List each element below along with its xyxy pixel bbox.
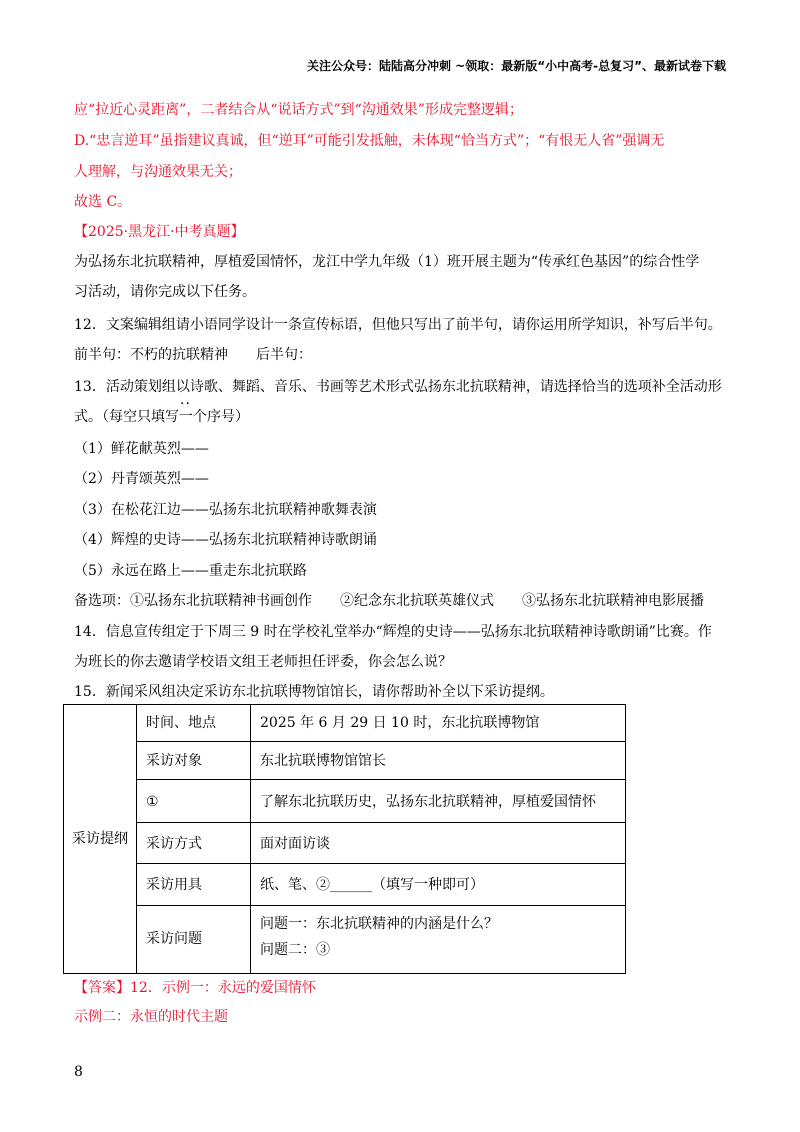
table-row-label: 采访方式 bbox=[146, 836, 202, 852]
table-divider bbox=[136, 822, 625, 823]
table-row-value: 2025 年 6 月 29 日 10 时，东北抗联博物馆 bbox=[260, 715, 540, 731]
page-header: 关注公众号：陆陆高分冲刺 ~领取：最新版“小中高考-总复习”、最新试卷下载 bbox=[307, 59, 726, 73]
table-divider bbox=[136, 705, 137, 973]
question-14-line-2: 为班长的你去邀请学校语文组王老师担任评委，你会怎么说？ bbox=[74, 654, 452, 670]
question-15-line-1: 15．新闻采风组决定采访东北抗联博物馆馆长，请你帮助补全以下采访提纲。 bbox=[74, 684, 554, 700]
intro-line-2: 习活动，请你完成以下任务。 bbox=[74, 284, 256, 300]
question-13-line-1: 13．活动策划组以诗歌、舞蹈、音乐、书画等艺术形式弘扬东北抗联精神，请选择恰当的选项补全活动形 bbox=[74, 379, 722, 395]
analysis-line-3: 人理解，与沟通效果无关； bbox=[74, 164, 242, 180]
analysis-line-4: 故选 C。 bbox=[74, 194, 132, 210]
question-13-instruction-a: 式。（每空只填写 bbox=[74, 409, 179, 425]
table-row-value: 了解东北抗联历史，弘扬东北抗联精神，厚植爱国情怀 bbox=[260, 794, 596, 810]
table-divider bbox=[136, 863, 625, 864]
answer-line-1 bbox=[74, 978, 729, 998]
source-tag: 【2025·黑龙江·中考真题】 bbox=[74, 224, 245, 240]
question-14-line-1: 14．信息宣传组定于下周三 9 时在学校礼堂举办“辉煌的史诗——弘扬东北抗联精神诗歌朗诵”比赛。作 bbox=[74, 624, 712, 640]
question-13-instruction-b: 序号） bbox=[207, 409, 249, 425]
table-row-value: 面对面访谈 bbox=[260, 836, 330, 852]
activity-item-4: （4）辉煌的史诗——弘扬东北抗联精神诗歌朗诵 bbox=[74, 532, 377, 548]
table-divider bbox=[250, 705, 251, 973]
table-row-label: 采访对象 bbox=[146, 753, 202, 769]
table-row-value: 东北抗联博物馆馆长 bbox=[260, 753, 386, 769]
table-row-label: 时间、地点 bbox=[146, 715, 216, 731]
question-13-line-2 bbox=[74, 407, 729, 427]
table-divider bbox=[136, 779, 625, 780]
interview-outline-table bbox=[63, 704, 626, 974]
answer-text-1: 12．示例一：永远的爱国情怀 bbox=[130, 980, 316, 996]
analysis-line-1: 应“拉近心灵距离”，二者结合从“说话方式”到“沟通效果”形成完整逻辑； bbox=[74, 102, 523, 118]
table-row-value: 问题一：东北抗联精神的内涵是什么？ bbox=[260, 916, 498, 932]
table-row-value: 纸、笔、②______（填写一种即可） bbox=[260, 877, 484, 893]
option-list: 备选项：①弘扬东北抗联精神书画创作 ②纪念东北抗联英雄仪式 ③弘扬东北抗联精神电影展播 bbox=[74, 593, 704, 609]
table-divider bbox=[136, 741, 625, 742]
intro-line-1: 为弘扬东北抗联精神，厚植爱国情怀，龙江中学九年级（1）班开展主题为“传承红色基因”的综合性学 bbox=[74, 254, 700, 270]
answer-line-2: 示例二：永恒的时代主题 bbox=[74, 1009, 228, 1025]
table-row-label: 采访用具 bbox=[146, 877, 202, 893]
emphasis-mark-text: ·· 一个 bbox=[179, 407, 207, 427]
activity-item-5: （5）永远在路上——重走东北抗联路 bbox=[74, 563, 307, 579]
question-12-line-2: 前半句：不朽的抗联精神 后半句： bbox=[74, 347, 312, 363]
page-number: 8 bbox=[74, 1064, 83, 1080]
table-row-label: ① bbox=[146, 794, 159, 810]
table-divider bbox=[136, 905, 625, 906]
table-group-label: 采访提纲 bbox=[72, 831, 128, 847]
activity-item-1: （1）鲜花献英烈—— bbox=[74, 441, 209, 457]
answer-tag: 【答案】 bbox=[74, 980, 130, 996]
table-row-label: 采访问题 bbox=[146, 931, 202, 947]
analysis-line-2: D.“忠言逆耳”虽指建议真诚，但“逆耳”可能引发抵触，未体现“恰当方式”；“有恨无人省”强调无 bbox=[74, 133, 665, 149]
activity-item-3: （3）在松花江边——弘扬东北抗联精神歌舞表演 bbox=[74, 502, 377, 518]
activity-item-2: （2）丹青颂英烈—— bbox=[74, 471, 209, 487]
table-row-value-2: 问题二：③ bbox=[260, 942, 330, 958]
question-12-line-1: 12．文案编辑组请小语同学设计一条宣传标语，但他只写出了前半句，请你运用所学知识，补写后半句。 bbox=[74, 317, 722, 333]
